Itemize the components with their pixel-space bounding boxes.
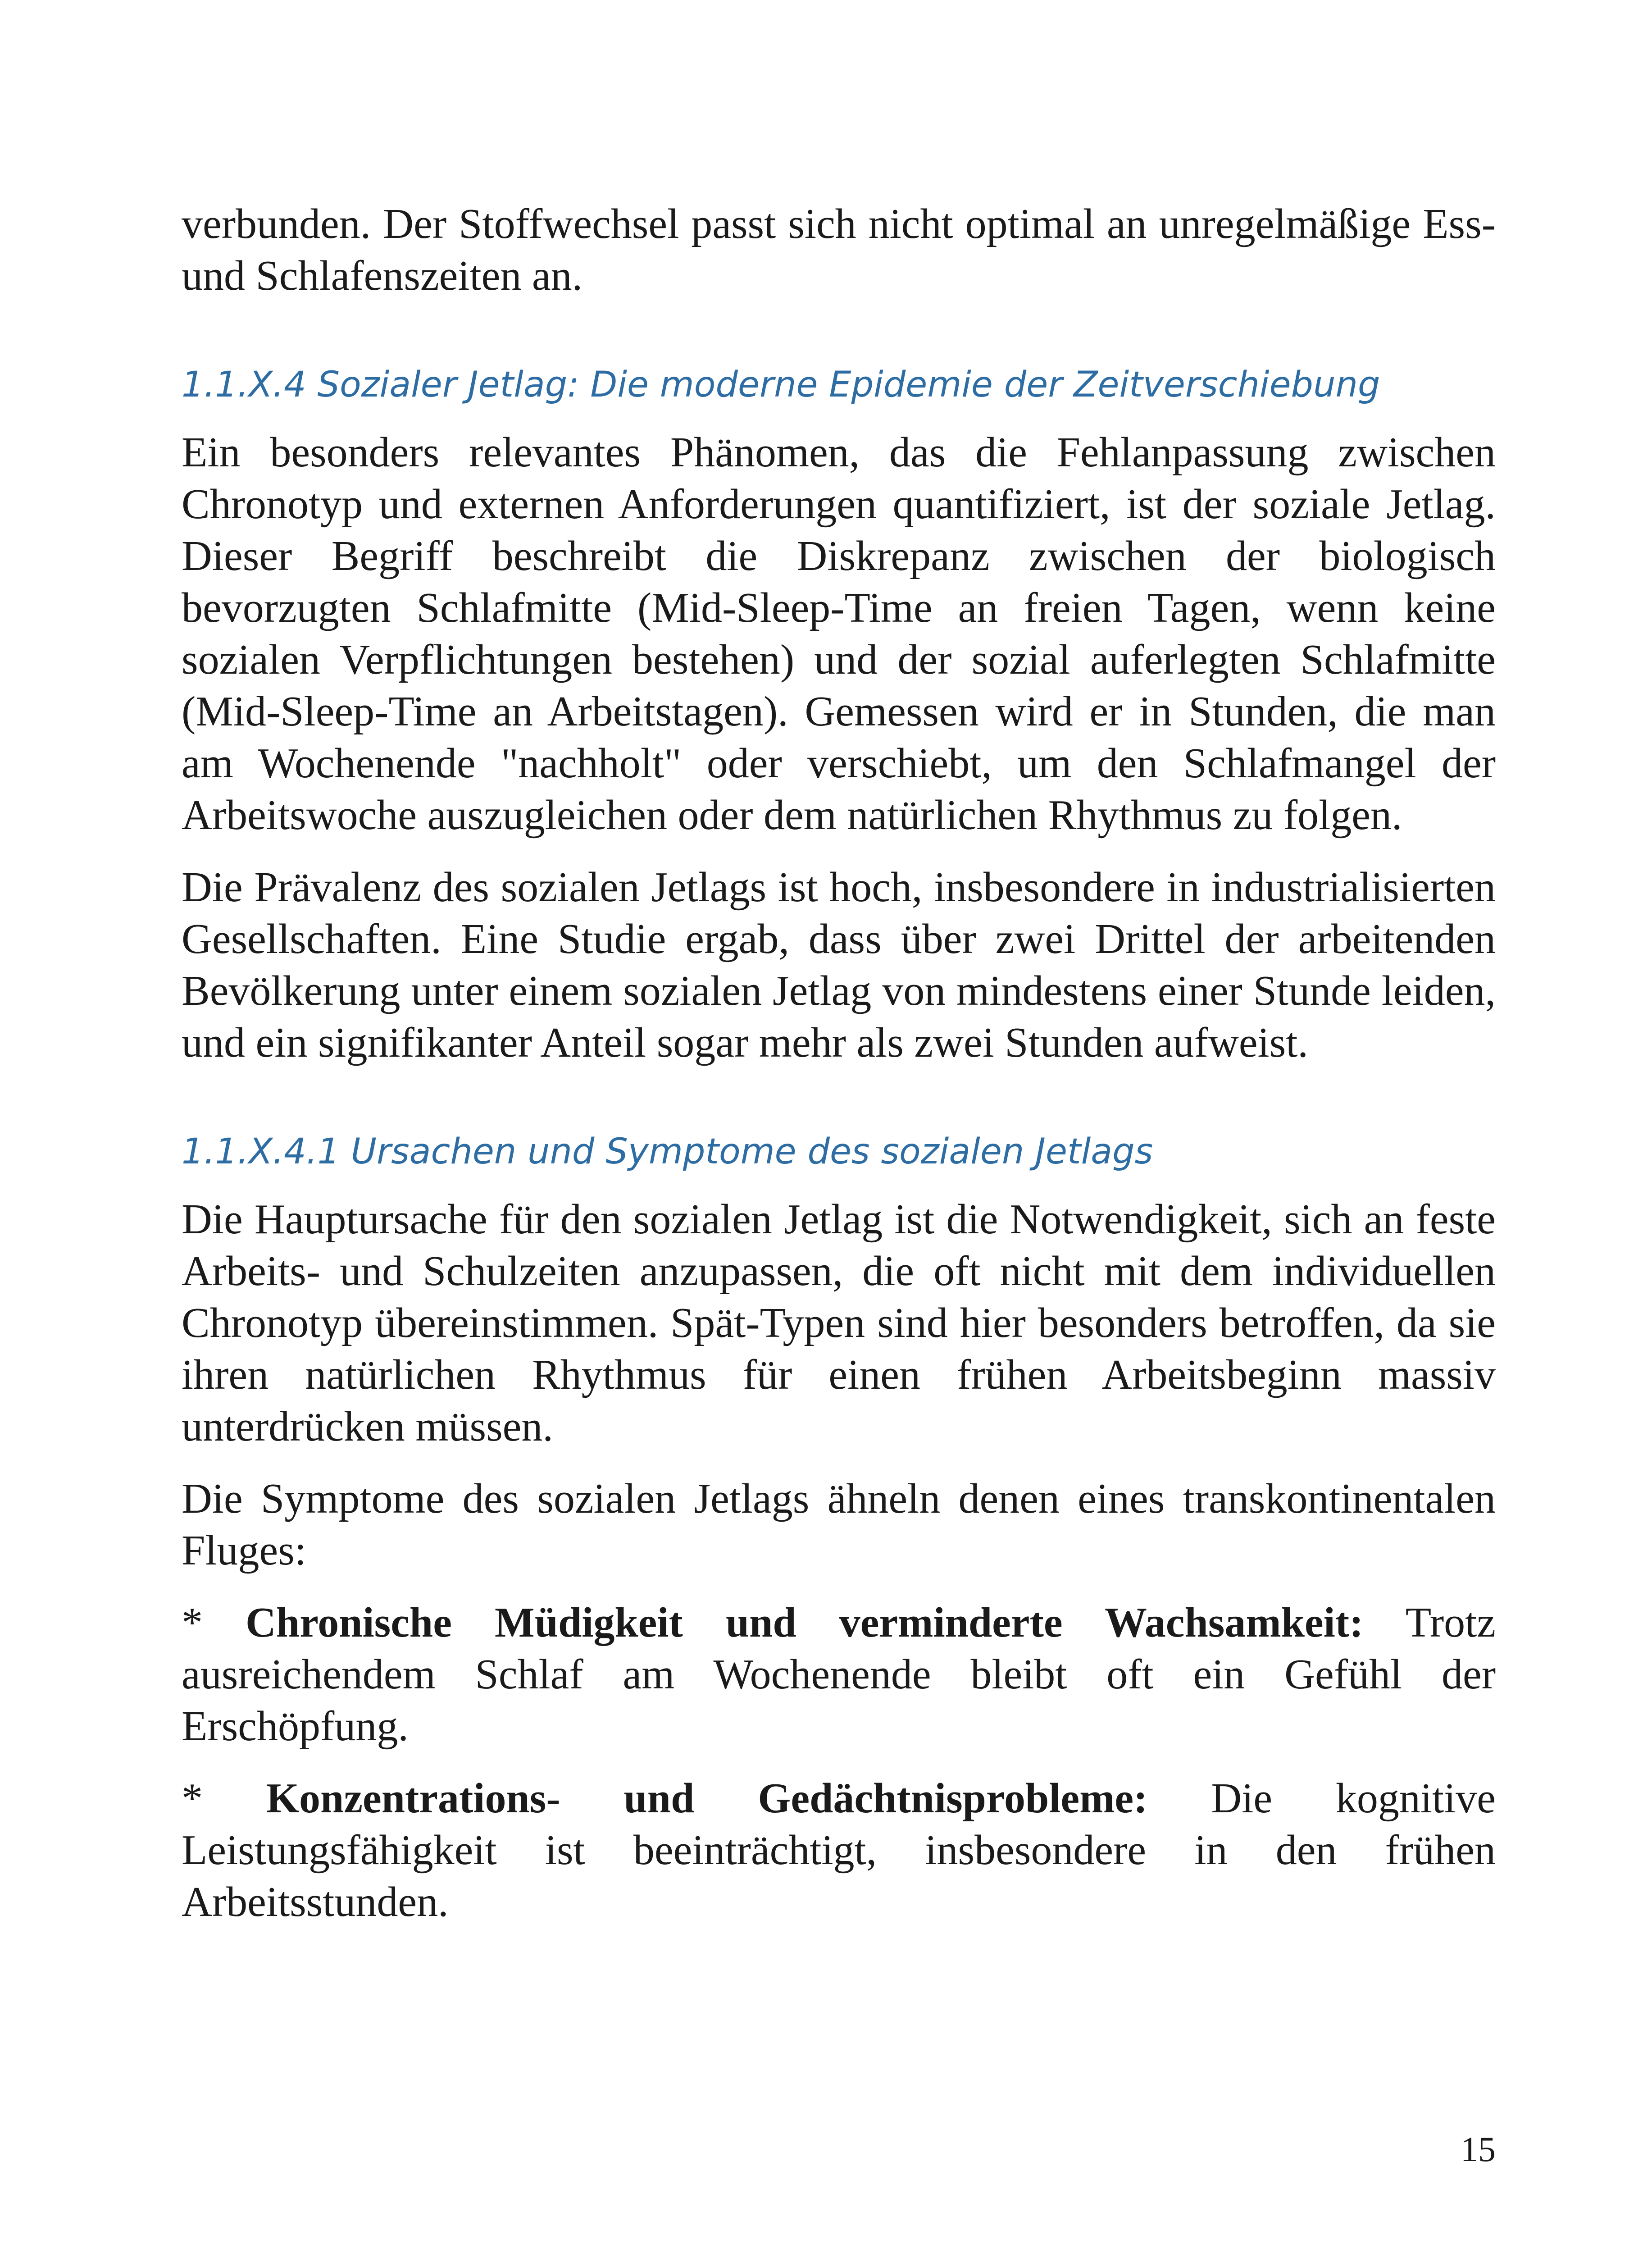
paragraph-definition: Ein besonders relevantes Phänomen, das die Fehlanpassung zwischen Chronotyp und externen Anforderungen quantifiziert, ist der soziale Jetlag. Dieser Begriff beschreibt die Diskrepanz zwischen der biologisch bevorzugten Schlafmitte (Mid-Sleep-Time an freien Tagen, wenn keine sozialen Verpflichtungen bestehen) und der sozial auferlegten Schlafmitte (Mid-Sleep-Time an Arbeitstagen). Gemessen wird er in Stunden, die man am Wochenende "nachholt" oder verschiebt, um den Schlafmangel der Arbeitswoche auszugleichen oder dem natürlichen Rhythmus zu folgen.	[182, 429, 1496, 839]
document-page	[182, 198, 1496, 1928]
section-heading-causes-symptoms: 1.1.X.4.1 Ursachen und Symptome des sozialen Jetlags	[182, 1131, 1153, 1172]
section-heading-social-jetlag: 1.1.X.4 Sozialer Jetlag: Die moderne Epidemie der Zeitverschiebung	[182, 365, 1380, 405]
bullet-term: Konzentrations- und Gedächtnisprobleme:	[266, 1775, 1148, 1822]
page-number: 15	[1461, 2130, 1496, 2169]
bullet-marker: *	[182, 1775, 203, 1822]
paragraph-causes: Die Hauptursache für den sozialen Jetlag ist die Notwendigkeit, sich an feste Arbeits- und Schulzeiten anzupassen, die oft nicht mit dem individuellen Chronotyp übereinstimmen. Spät-Typen sind hier besonders betroffen, da sie ihren natürlichen Rhythmus für einen frühen Arbeitsbeginn massiv unterdrücken müssen.	[182, 1196, 1496, 1450]
bullet-item-fatigue	[182, 1597, 1496, 1752]
bullet-text: Trotz ausreichendem Schlaf am Wochenende bleibt oft ein Gefühl der Erschöpfung.	[182, 1599, 1496, 1750]
bullet-item-concentration	[182, 1773, 1496, 1928]
paragraph-continued: verbunden. Der Stoffwechsel passt sich nicht optimal an unregelmäßige Ess- und Schlafenszeiten an.	[182, 201, 1496, 299]
bullet-text: Die kognitive Leistungsfähigkeit ist beeinträchtigt, insbesondere in den frühen Arbeitsstunden.	[182, 1775, 1496, 1925]
bullet-term: Chronische Müdigkeit und verminderte Wachsamkeit:	[246, 1599, 1364, 1646]
paragraph-symptoms-intro: Die Symptome des sozialen Jetlags ähneln denen eines transkontinentalen Fluges:	[182, 1475, 1496, 1574]
paragraph-prevalence: Die Prävalenz des sozialen Jetlags ist hoch, insbesondere in industrialisierten Gesellschaften. Eine Studie ergab, dass über zwei Drittel der arbeitenden Bevölkerung unter einem sozialen Jetlag von mindestens einer Stunde leiden, und ein signifikanter Anteil sogar mehr als zwei Stunden aufweist.	[182, 864, 1496, 1066]
bullet-marker: *	[182, 1599, 203, 1646]
